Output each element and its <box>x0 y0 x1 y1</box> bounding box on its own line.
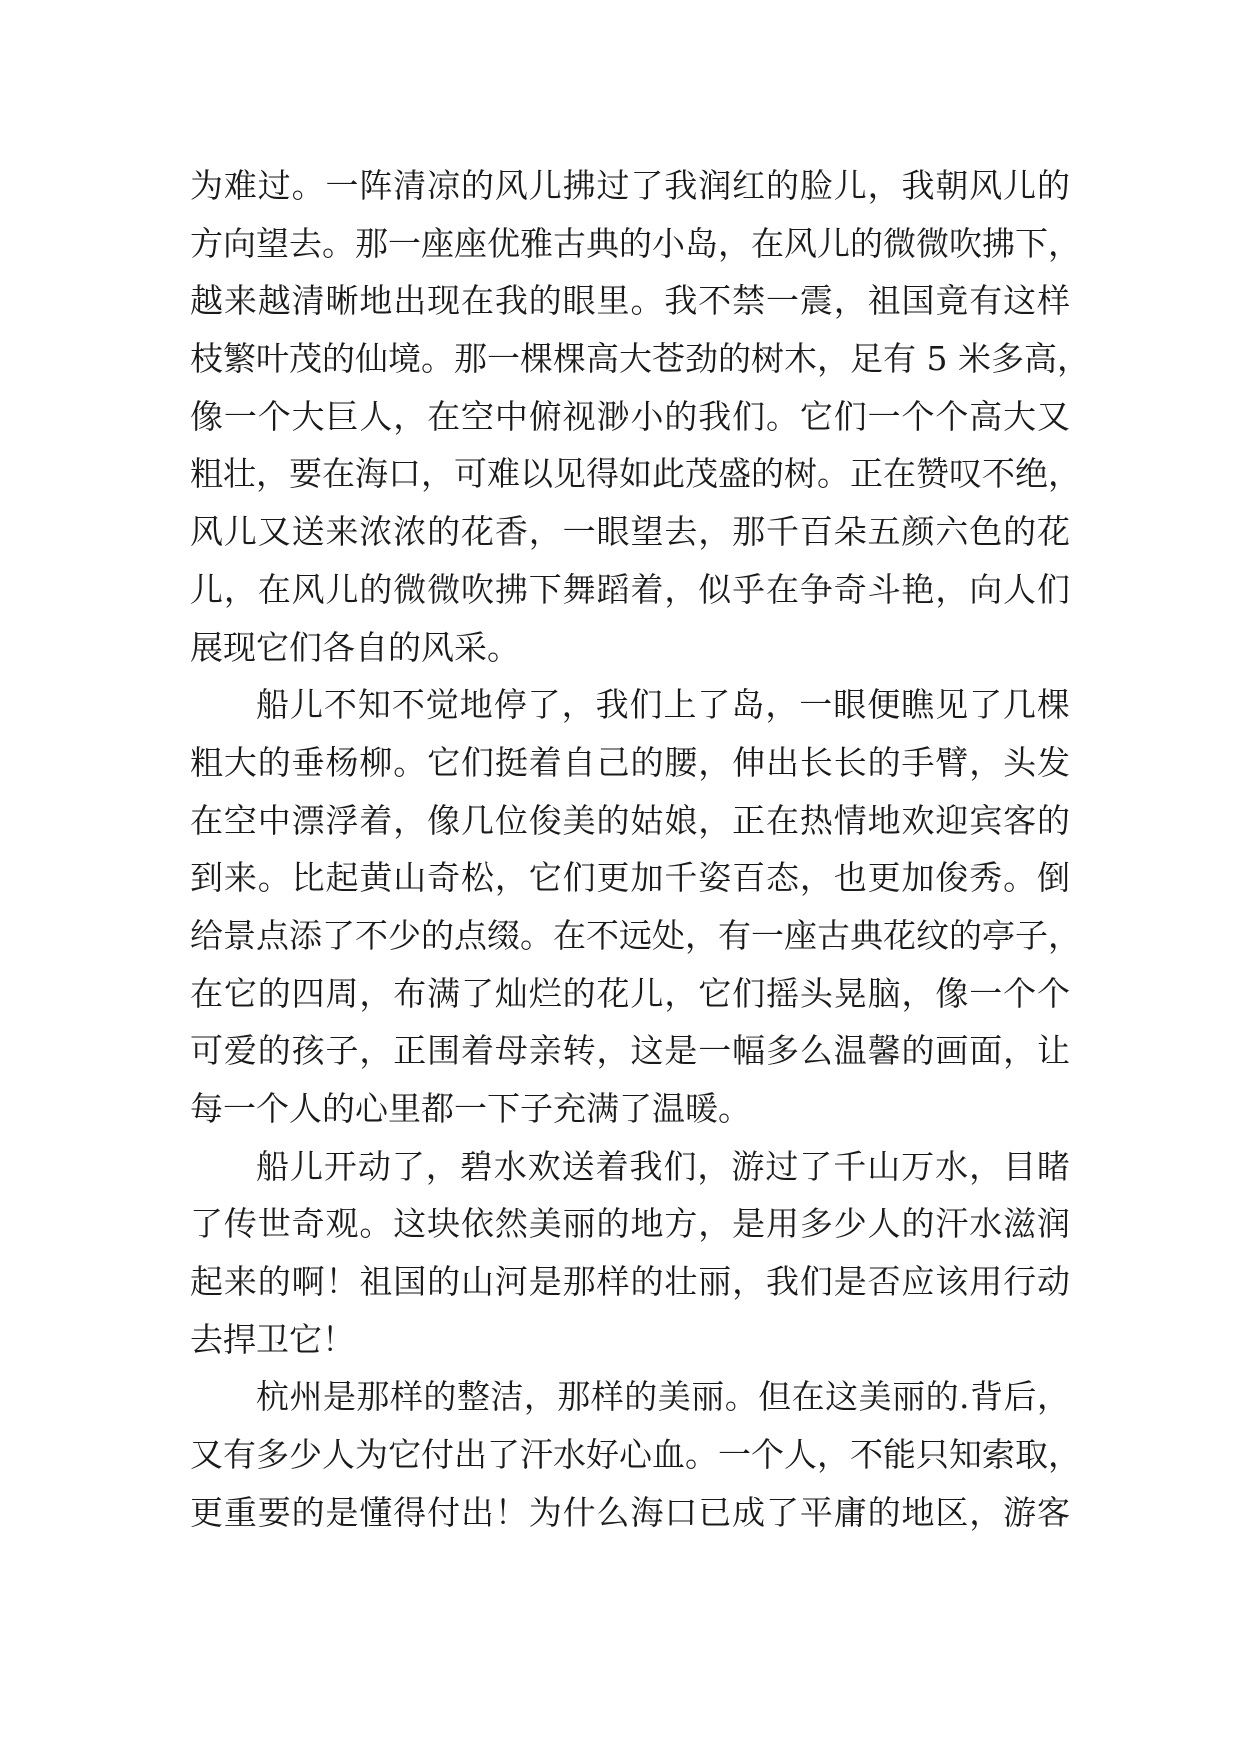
article-body <box>190 157 1090 1542</box>
text-line: 船儿不知不觉地停了，我们上了岛，一眼便瞧见了几棵 <box>256 685 1070 725</box>
text-line: 去捍卫它！ <box>190 1319 355 1359</box>
text-line: 可爱的孩子，正围着母亲转，这是一幅多么温馨的画面，让 <box>190 1031 1070 1071</box>
text-line: 了传世奇观。这块依然美丽的地方，是用多少人的汗水滋润 <box>190 1204 1070 1244</box>
text-line: 粗大的垂杨柳。它们挺着自己的腰，伸出长长的手臂，头发 <box>190 742 1070 782</box>
text-line: 粗壮，要在海口，可难以见得如此茂盛的树。正在赞叹不绝， <box>190 454 1081 494</box>
text-line: 儿，在风儿的微微吹拂下舞蹈着，似乎在争奇斗艳，向人们 <box>190 569 1070 609</box>
text-line: 在它的四周，布满了灿烂的花儿，它们摇头晃脑，像一个个 <box>190 973 1070 1013</box>
text-line: 为难过。一阵清凉的风儿拂过了我润红的脸儿，我朝风儿的 <box>190 166 1070 205</box>
text-line: 越来越清晰地出现在我的眼里。我不禁一震，祖国竟有这样 <box>190 281 1070 321</box>
text-line: 每一个人的心里都一下子充满了温暖。 <box>190 1089 751 1128</box>
text-line: 船儿开动了，碧水欢送着我们，游过了千山万水，目睹 <box>256 1146 1070 1186</box>
paragraph-2 <box>190 676 1081 1138</box>
text-line: 又有多少人为它付出了汗水好心血。一个人，不能只知索取， <box>190 1435 1081 1475</box>
text-line: 风儿又送来浓浓的花香，一眼望去，那千百朵五颜六色的花 <box>190 512 1070 552</box>
paragraph-1 <box>190 157 1090 676</box>
text-line: 像一个大巨人，在空中俯视渺小的我们。它们一个个高大又 <box>190 396 1070 436</box>
text-line: 起来的啊！祖国的山河是那样的壮丽，我们是否应该用行动 <box>190 1262 1070 1302</box>
text-line: 更重要的是懂得付出！为什么海口已成了平庸的地区，游客 <box>190 1492 1070 1532</box>
text-line: 到来。比起黄山奇松，它们更加千姿百态，也更加俊秀。倒 <box>190 858 1070 898</box>
text-line: 在空中漂浮着，像几位俊美的姑娘，正在热情地欢迎宾客的 <box>190 800 1070 840</box>
text-line: 给景点添了不少的点缀。在不远处，有一座古典花纹的亭子， <box>190 915 1081 955</box>
text-line: 展现它们各自的风采。 <box>190 627 520 667</box>
paragraph-4 <box>190 1368 1081 1541</box>
text-line: 方向望去。那一座座优雅古典的小岛，在风儿的微微吹拂下， <box>190 223 1081 263</box>
paragraph-3 <box>190 1138 1070 1369</box>
text-line: 枝繁叶茂的仙境。那一棵棵高大苍劲的树木，足有 5 米多高， <box>190 339 1090 379</box>
text-line: 杭州是那样的整洁，那样的美丽。但在这美丽的.背后， <box>256 1377 1070 1417</box>
